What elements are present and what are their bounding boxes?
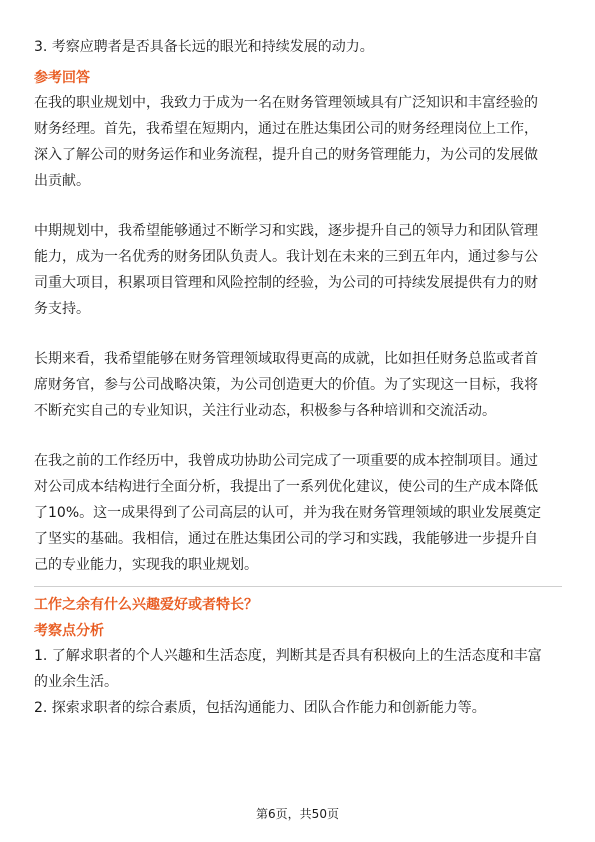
paragraph-line: 不断充实自己的专业知识，关注行业动态，积极参与各种培训和交流活动。 (34, 403, 496, 419)
paragraph-line: 司重大项目，积累项目管理和风险控制的经验，为公司的可持续发展提供有力的财 (34, 275, 538, 291)
paragraph-line: 席财务官，参与公司战略决策，为公司创造更大的价值。为了实现这一目标，我将 (34, 377, 538, 393)
paragraph-line: 己的专业能力，实现我的职业规划。 (34, 557, 258, 573)
analysis-line: 的业余生活。 (34, 674, 118, 690)
answer-paragraph-4 (34, 448, 562, 578)
analysis-line: 2. 探索求职者的综合素质，包括沟通能力、团队合作能力和创新能力等。 (34, 700, 486, 716)
page-footer: 第6页，共50页 (256, 807, 339, 821)
paragraph-line: 务支持。 (34, 301, 90, 317)
question-heading: 工作之余有什么兴趣爱好或者特长？ (34, 597, 258, 613)
paragraph-line: 能力，成为一名优秀的财务团队负责人。我计划在未来的三到五年内，通过参与公 (34, 249, 538, 265)
paragraph-line: 了10%。这一成果得到了公司高层的认可，并为我在财务管理领域的职业发展奠定 (34, 505, 542, 521)
top-list-item: 3. 考察应聘者是否具备长远的眼光和持续发展的动力。 (34, 39, 374, 55)
paragraph-line: 财务经理。首先，我希望在短期内，通过在胜达集团公司的财务经理岗位上工作， (34, 121, 538, 137)
section-divider (34, 586, 562, 587)
answer-paragraph-2 (34, 218, 562, 322)
analysis-item-1 (34, 643, 562, 695)
paragraph-line: 对公司成本结构进行全面分析，我提出了一系列优化建议，使公司的生产成本降低 (34, 479, 538, 495)
analysis-item-2 (34, 695, 562, 721)
paragraph-line: 出贡献。 (34, 173, 90, 189)
paragraph-line: 深入了解公司的财务运作和业务流程，提升自己的财务管理能力，为公司的发展做 (34, 147, 538, 163)
answer-paragraph-3 (34, 346, 562, 424)
paragraph-spacer (34, 424, 562, 448)
paragraph-line: 在我之前的工作经历中，我曾成功协助公司完成了一项重要的成本控制项目。通过 (34, 453, 538, 469)
paragraph-spacer (34, 322, 562, 346)
page-content (34, 34, 562, 721)
paragraph-line: 长期来看，我希望能够在财务管理领域取得更高的成就，比如担任财务总监或者首 (34, 351, 538, 367)
paragraph-line: 中期规划中，我希望能够通过不断学习和实践，逐步提升自己的领导力和团队管理 (34, 223, 538, 239)
answer-paragraph-1 (34, 90, 562, 194)
analysis-heading: 考察点分析 (34, 623, 104, 639)
analysis-line: 1. 了解求职者的个人兴趣和生活态度，判断其是否具有积极向上的生活态度和丰富 (34, 648, 542, 664)
paragraph-spacer (34, 194, 562, 218)
paragraph-line: 了坚实的基础。我相信，通过在胜达集团公司的学习和实践，我能够进一步提升自 (34, 531, 538, 547)
answer-heading: 参考回答 (34, 70, 90, 86)
paragraph-line: 在我的职业规划中，我致力于成为一名在财务管理领域具有广泛知识和丰富经验的 (34, 95, 538, 111)
